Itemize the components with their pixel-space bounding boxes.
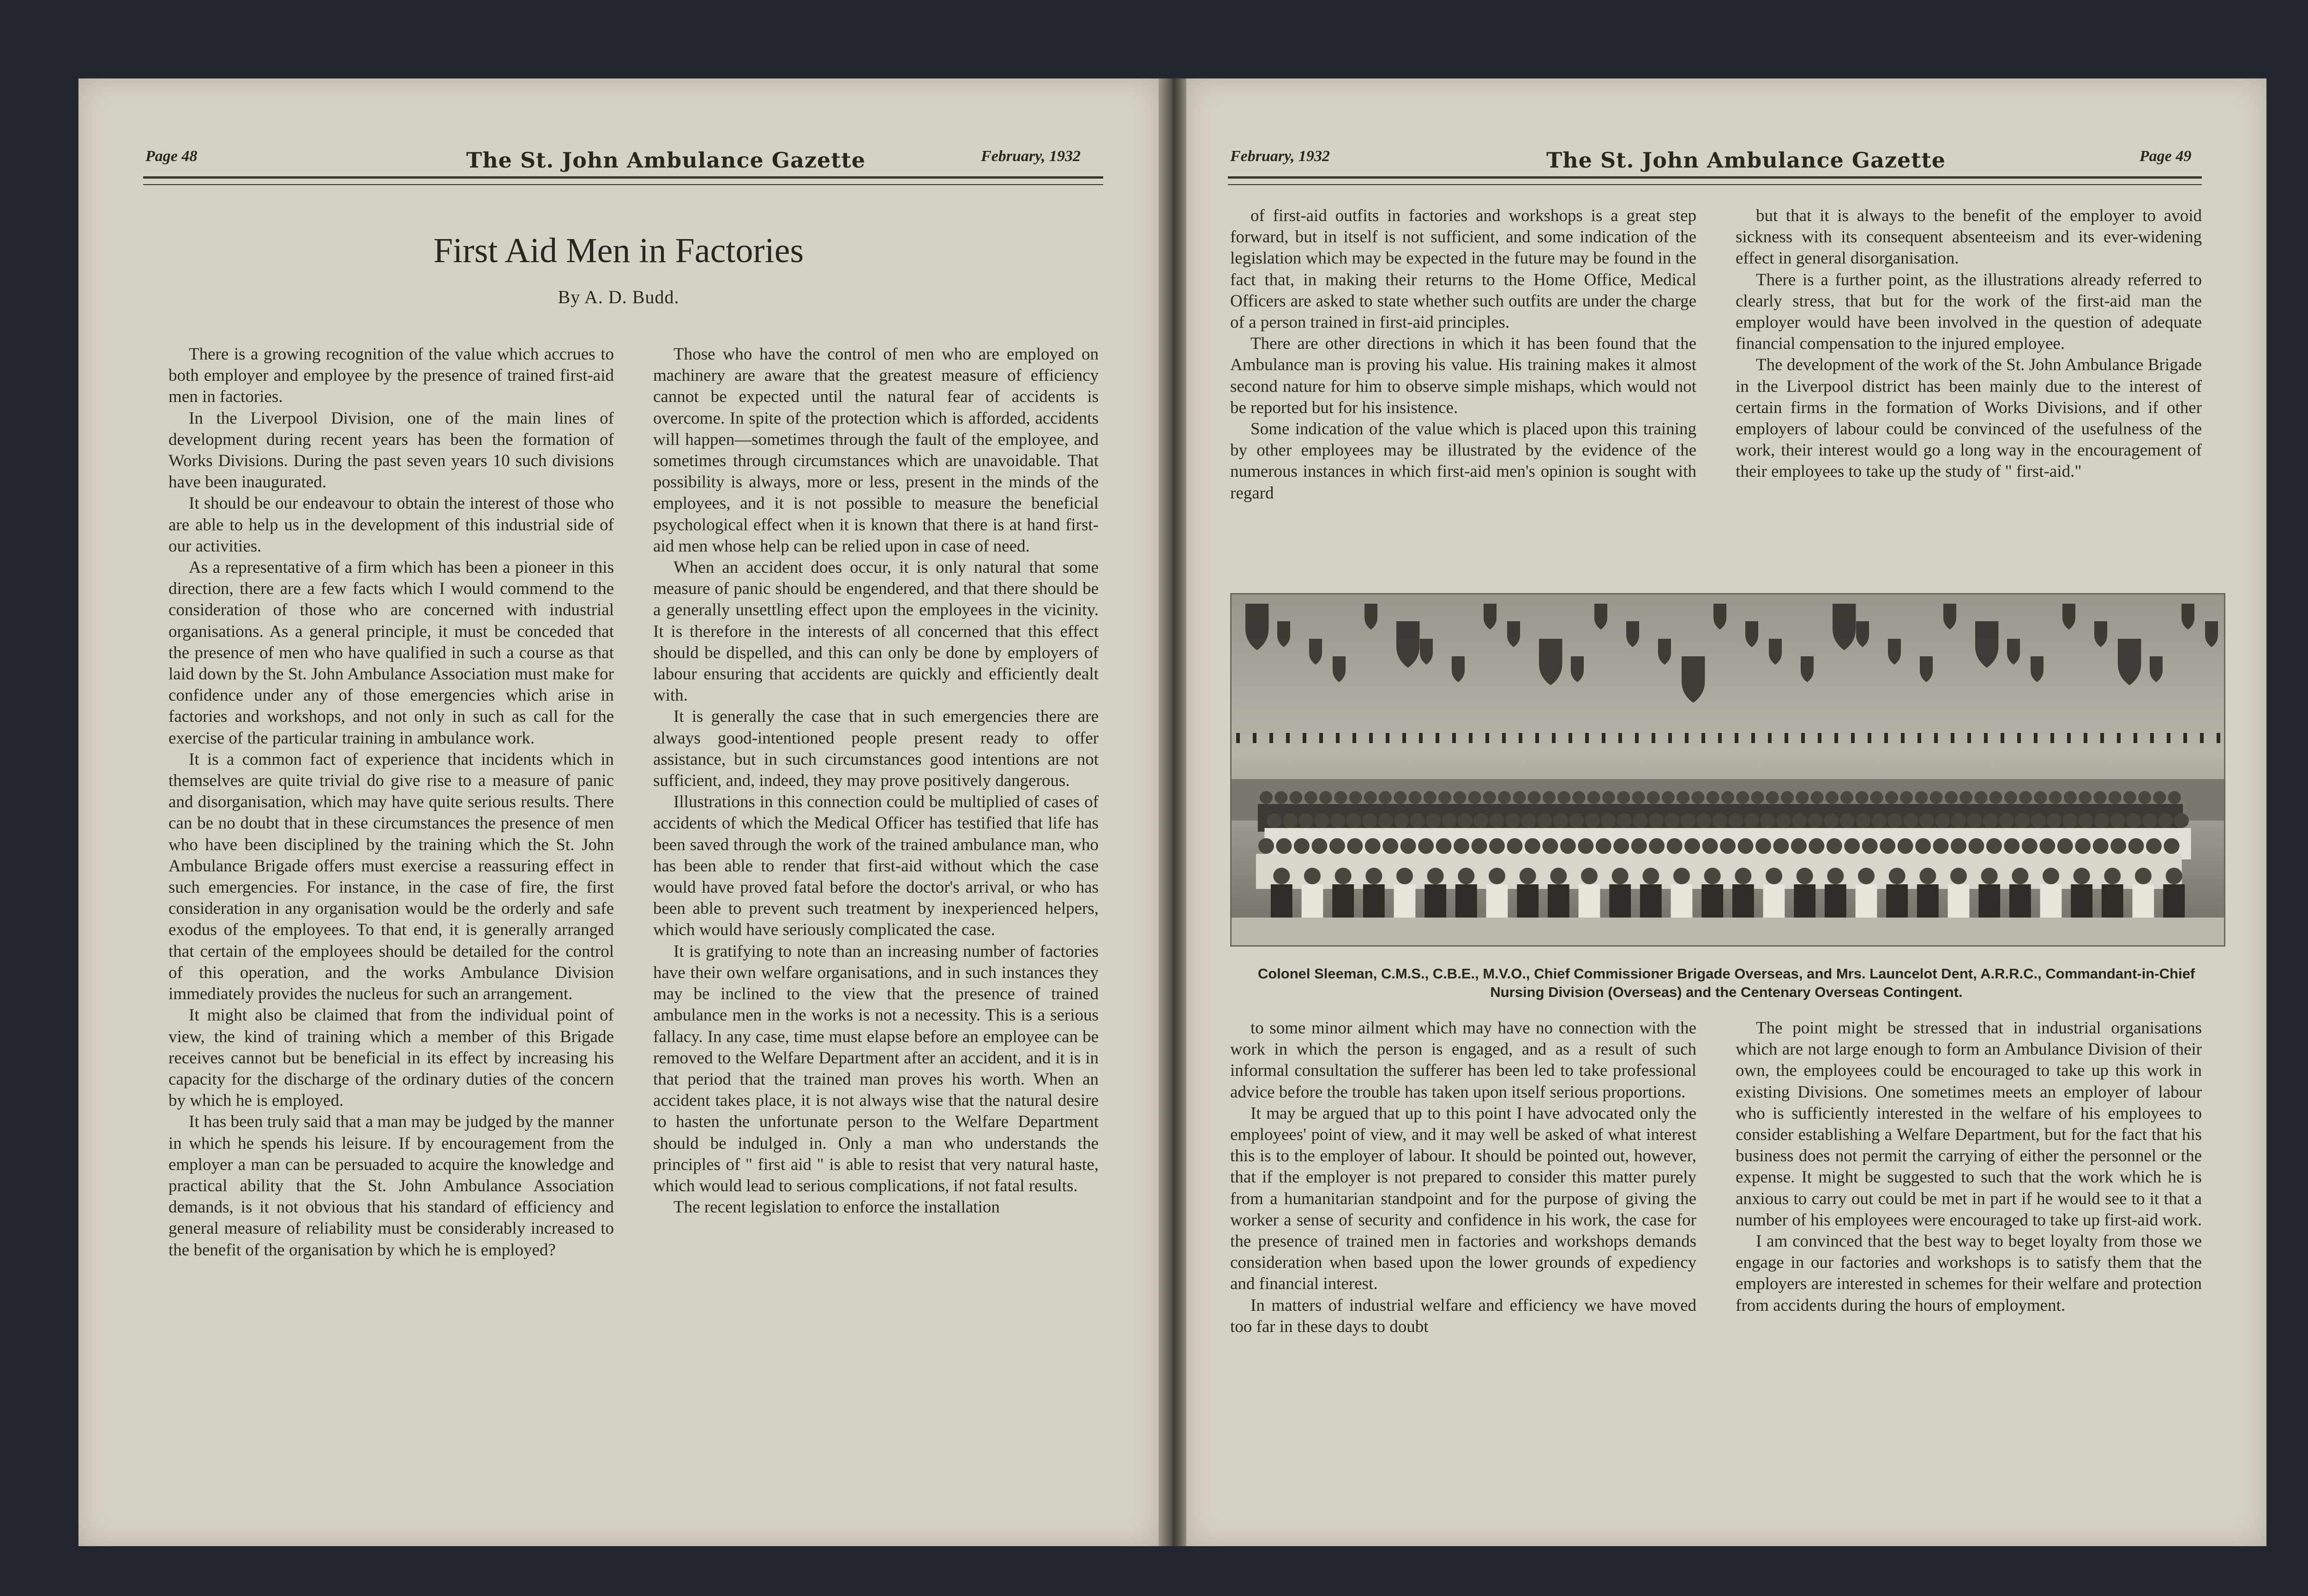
paragraph: The point might be stressed that in industrial organisations which are not large enough to form an Ambulance Division of their own, the employees could be encouraged to take up this work in existing Divisions. One sometimes meets an employer of labour who is sufficiently interested in the welfare of his employees to consider establishing a Welfare Department, but for the fact that his business does not permit the carrying of either the personnel or the expense. It might be suggested to such that the work which he is anxious to carry out could be met in part if he would see to it that a number of his employees were encouraged to take up first-aid work. [1736, 1019, 2202, 1230]
left-page [78, 78, 1159, 1546]
paragraph: There are other directions in which it has been found that the Ambulance man is proving his value. His training makes it almost second nature for him to observe simple mishaps, which would not be reported but for his insistence. [1230, 334, 1696, 417]
paragraph: Illustrations in this connection could be multiplied of cases of accidents of which the Medical Officer has testified that life has been saved through the work of the trained ambulance man, who has been able to render that first-aid without which the case would have proved fatal before the doctor's arrival, or who has been able to prevent such treatment by inexperienced helpers, which would have seriously complicated the case. [653, 792, 1099, 940]
article-title: First Aid Men in Factories [433, 231, 804, 270]
paragraph: It is generally the case that in such emergencies there are always good-intentioned people present ready to offer assistance, but in such circumstances good intentions are not sufficient, and, indeed, they may prove positively dangerous. [653, 707, 1099, 791]
paragraph: It is gratifying to note than an increasing number of factories have their own welfare organisations, and in such instances they may be inclined to the view that the presence of trained ambulance men in the works is not a necessity. This is a serious fallacy. In any case, time must elapse before an employee can be removed to the Welfare Department after an accident, and it is in that period that the trained man proves his worth. When an accident takes place, it is not always wise that the natural desire to hasten the unfortunate person to the Welfare Department should be indulged in. Only a man who understands the principles of " first aid " is able to resist that very natural haste, which would lead to serious complications, if not fatal results. [653, 942, 1099, 1195]
paragraph: It has been truly said that a man may be judged by the manner in which he spends his leisure. If by encouragement from the employer a man can be persuaded to acquire the knowledge and practical ability that the St. John Ambulance Association demands, is it not obvious that his standard of efficiency and general measure of reliability must be considerably increased to the benefit of the organisation by which he is employed? [168, 1112, 614, 1260]
right-column-1-top [1230, 205, 1696, 504]
paragraph: There is a further point, as the illustrations already referred to clearly stress, that but for the work of the first-aid man the employer would have been involved in the question of adequate financial compensation to the injured employee. [1736, 270, 2202, 354]
group-photograph-image [1232, 594, 2224, 945]
left-column-2 [653, 344, 1099, 1218]
paragraph: As a representative of a firm which has been a pioneer in this direction, there are a few facts which I would commend to the consideration of those who are concerned with industrial organisations. As a general principle, it must be conceded that the presence of men who have qualified in such a course as that laid down by the St. John Ambulance Association must make for confidence under any of those emergencies which arise in factories and workshops, and not only in such as call for the exercise of the particular training in ambulance work. [168, 558, 614, 748]
book-spine [1159, 78, 1186, 1546]
header-rule [1228, 176, 2202, 185]
paragraph: but that it is always to the benefit of the employer to avoid sickness with its consequent absenteeism and its ever-widening effect in general disorganisation. [1736, 206, 2202, 268]
journal-title: The St. John Ambulance Gazette [1546, 148, 1946, 173]
paragraph: It may be argued that up to this point I have advocated only the employees' point of view, and it may well be asked of what interest this is to the employer of labour. It should be pointed out, however, that if the employer is not prepared to consider this matter purely from a humanitarian standpoint and for the purpose of giving the worker a sense of security and confidence in his work, the case for the presence of trained men in factories and workshops demands consideration when based upon the lower grounds of expediency and financial interest. [1230, 1104, 1696, 1294]
paragraph: The development of the work of the St. John Ambulance Brigade in the Liverpool district has been mainly due to the interest of certain firms in the formation of Works Divisions, and if other employers of labour could be convinced of the usefulness of the work, their interest would go a long way in the encouragement of their employees to take up the study of " first-aid." [1736, 355, 2202, 481]
paragraph: to some minor ailment which may have no connection with the work in which the person is engaged, and as a result of such informal consultation the sufferer has been led to take professional advice before the trouble has taken upon itself serious proportions. [1230, 1019, 1696, 1102]
paragraph: of first-aid outfits in factories and workshops is a great step forward, but in itself is not sufficient, and some indication of the legislation which may be expected in the future may be found in the fact that, in making their returns to the Home Office, Medical Officers are asked to state whether such outfits are under the charge of a person trained in first-aid principles. [1230, 206, 1696, 332]
header-rule [143, 176, 1103, 185]
paragraph: It should be our endeavour to obtain the interest of those who are able to help us in the development of this industrial side of our activities. [168, 494, 614, 556]
right-column-2-top [1736, 205, 2202, 483]
byline: By A. D. Budd. [558, 287, 679, 307]
issue-date: February, 1932 [981, 148, 1081, 165]
paragraph: In the Liverpool Division, one of the main lines of development during recent years has been the formation of Works Divisions. During the past seven years 10 such divisions have been inaugurated. [168, 408, 614, 492]
group-photograph [1230, 593, 2225, 947]
paragraph: When an accident does occur, it is only natural that some measure of panic should be engendered, and that there should be a generally unsettling effect upon the employees in the vicinity. It is therefore in the interests of all concerned that this effect should be dispelled, and this can only be done by employers of labour ensuring that accidents are quickly and efficiently dealt with. [653, 558, 1099, 705]
paragraph: There is a growing recognition of the value which accrues to both employer and employee by the presence of trained first-aid men in factories. [168, 345, 614, 407]
paragraph: I am convinced that the best way to beget loyalty from those we engage in our factories and workshops is to satisfy them that the employers are interested in schemes for their welfare and protection from accidents during the hours of employment. [1736, 1232, 2202, 1315]
right-column-2-bottom [1736, 1018, 2202, 1316]
paragraph: The recent legislation to enforce the installation [673, 1198, 1000, 1217]
right-column-1-bottom [1230, 1018, 1696, 1338]
page-number: Page 48 [145, 148, 198, 165]
paragraph: It is a common fact of experience that incidents which in themselves are quite trivial do give rise to a measure of panic and disorganisation, which may have quite serious results. There can be no doubt that in these circumstances the presence of men who have been disciplined by the training which the St. John Ambulance Brigade offers must exercise a reassuring effect in such emergencies. For instance, in the case of fire, the first consideration in any organisation would be the orderly and safe exodus of the employees. To that end, it is generally arranged that certain of the employees should be detailed for the control of this operation, and the works Ambulance Division immediately provides the nucleus for such an arrangement. [168, 750, 614, 1004]
journal-title: The St. John Ambulance Gazette [466, 148, 866, 173]
paragraph: It might also be claimed that from the individual point of view, the kind of training which a member of this Brigade receives cannot but be beneficial in its effect by increasing his capacity for the discharge of the ordinary duties of the concern by which he is employed. [168, 1006, 614, 1110]
paragraph: Some indication of the value which is placed upon this training by other employees may be illustrated by the evidence of the numerous instances in which first-aid men's opinion is sought with regard [1230, 420, 1696, 503]
page-number: Page 49 [2140, 148, 2192, 165]
left-column-1 [168, 344, 614, 1261]
paragraph: In matters of industrial welfare and efficiency we have moved too far in these days to doubt [1230, 1296, 1696, 1336]
right-page [1186, 78, 2266, 1546]
issue-date: February, 1932 [1230, 148, 1330, 165]
paragraph: Those who have the control of men who are employed on machinery are aware that the greatest measure of efficiency cannot be expected until the natural fear of accidents is overcome. In spite of the protection which is afforded, accidents will happen—sometimes through the fault of the employee, and sometimes through circumstances which are unavoidable. That possibility is always, more or less, present in the minds of the employees, and it is not possible to measure the beneficial psychological effect when it is known that there is at hand first-aid men whose help can be relied upon in case of need. [653, 345, 1099, 556]
photo-caption: Colonel Sleeman, C.M.S., C.B.E., M.V.O., Chief Commissioner Brigade Overseas, and Mrs. Launcelot Dent, A.R.R.C., Commandant-in-Chief Nursing Division (Overseas) and the Centenary Overseas Contingent. [1257, 966, 2195, 1000]
